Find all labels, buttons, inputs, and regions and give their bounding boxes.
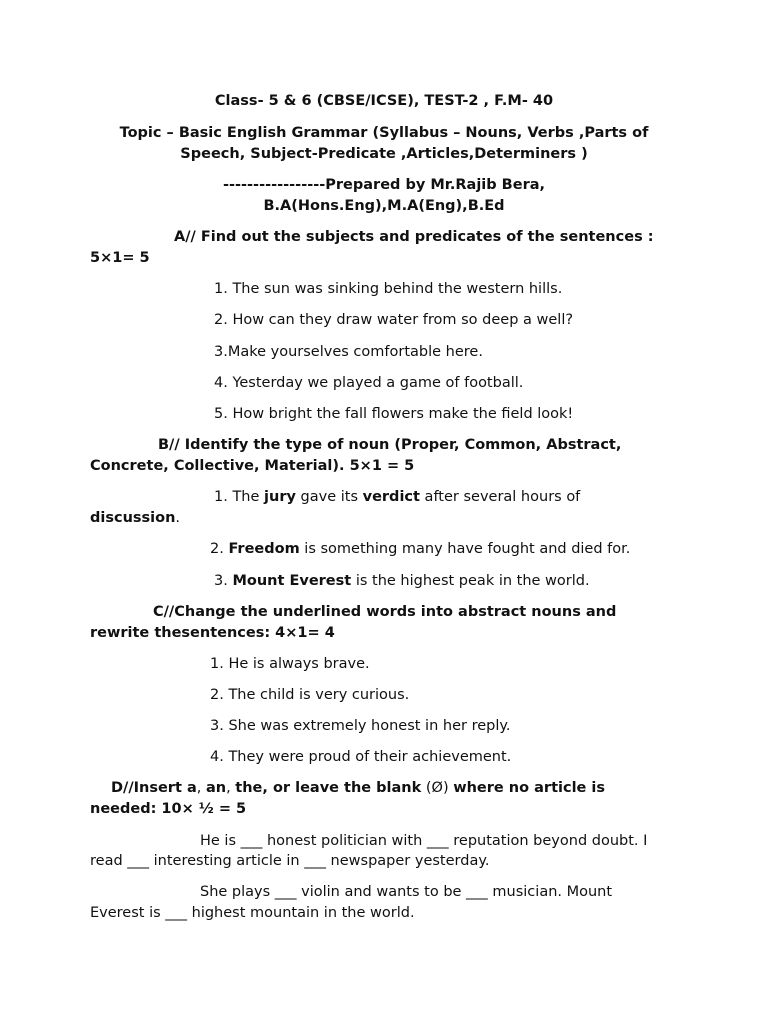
section-a-item-3: 3.Make yourselves comfortable here. [214,344,483,360]
section-d-paragraph-1-line-2: read ___ interesting article in ___ newspaper yesterday. [90,853,490,869]
section-c-heading: C//Change the underlined words into abstract nouns and [153,604,617,620]
prepared-by-line-1: -----------------Prepared by Mr.Rajib Bera, [222,177,546,193]
section-a-heading: A// Find out the subjects and predicates of the sentences : [174,229,654,245]
section-d-paragraph-2-line-1: She plays ___ violin and wants to be ___ musician. Mount [200,884,613,900]
section-d-heading: D//Insert a, an, the, or leave the blank (Ø) where no article is [111,780,606,796]
class-line: Class- 5 & 6 (CBSE/ICSE), TEST-2 , F.M- 40 [214,93,554,109]
section-a-item-2: 2. How can they draw water from so deep a well? [214,312,574,328]
section-d-paragraph-2-line-2: Everest is ___ highest mountain in the world. [90,905,415,921]
section-b-item-2: 2. Freedom is something many have fought and died for. [210,541,631,557]
topic-line-1: Topic – Basic English Grammar (Syllabus – Nouns, Verbs ,Parts of [119,125,649,141]
section-a-item-4: 4. Yesterday we played a game of football. [214,375,524,391]
section-b-marks: Concrete, Collective, Material). 5×1 = 5 [90,458,415,474]
section-b-item-3: 3. Mount Everest is the highest peak in the world. [214,573,590,589]
section-a-item-1: 1. The sun was sinking behind the western hills. [214,281,563,297]
section-c-item-2: 2. The child is very curious. [210,687,410,703]
section-c-item-1: 1. He is always brave. [210,656,370,672]
section-b-item-1: 1. The jury gave its verdict after several hours of [214,489,581,505]
section-d-paragraph-1-line-1: He is ___ honest politician with ___ reputation beyond doubt. I [200,833,648,849]
section-c-marks: rewrite thesentences: 4×1= 4 [90,625,335,641]
section-c-item-4: 4. They were proud of their achievement. [210,749,512,765]
prepared-by-line-2: B.A(Hons.Eng),M.A(Eng),B.Ed [263,198,505,214]
section-d-marks: needed: 10× ½ = 5 [90,801,247,817]
section-b-heading: B// Identify the type of noun (Proper, Common, Abstract, [158,437,622,453]
section-b-item-1-continued: discussion. [90,510,181,526]
topic-line-2: Speech, Subject-Predicate ,Articles,Determiners ) [180,146,588,162]
section-a-item-5: 5. How bright the fall flowers make the field look! [214,406,574,422]
section-c-item-3: 3. She was extremely honest in her reply. [210,718,511,734]
section-a-marks: 5×1= 5 [90,250,150,266]
